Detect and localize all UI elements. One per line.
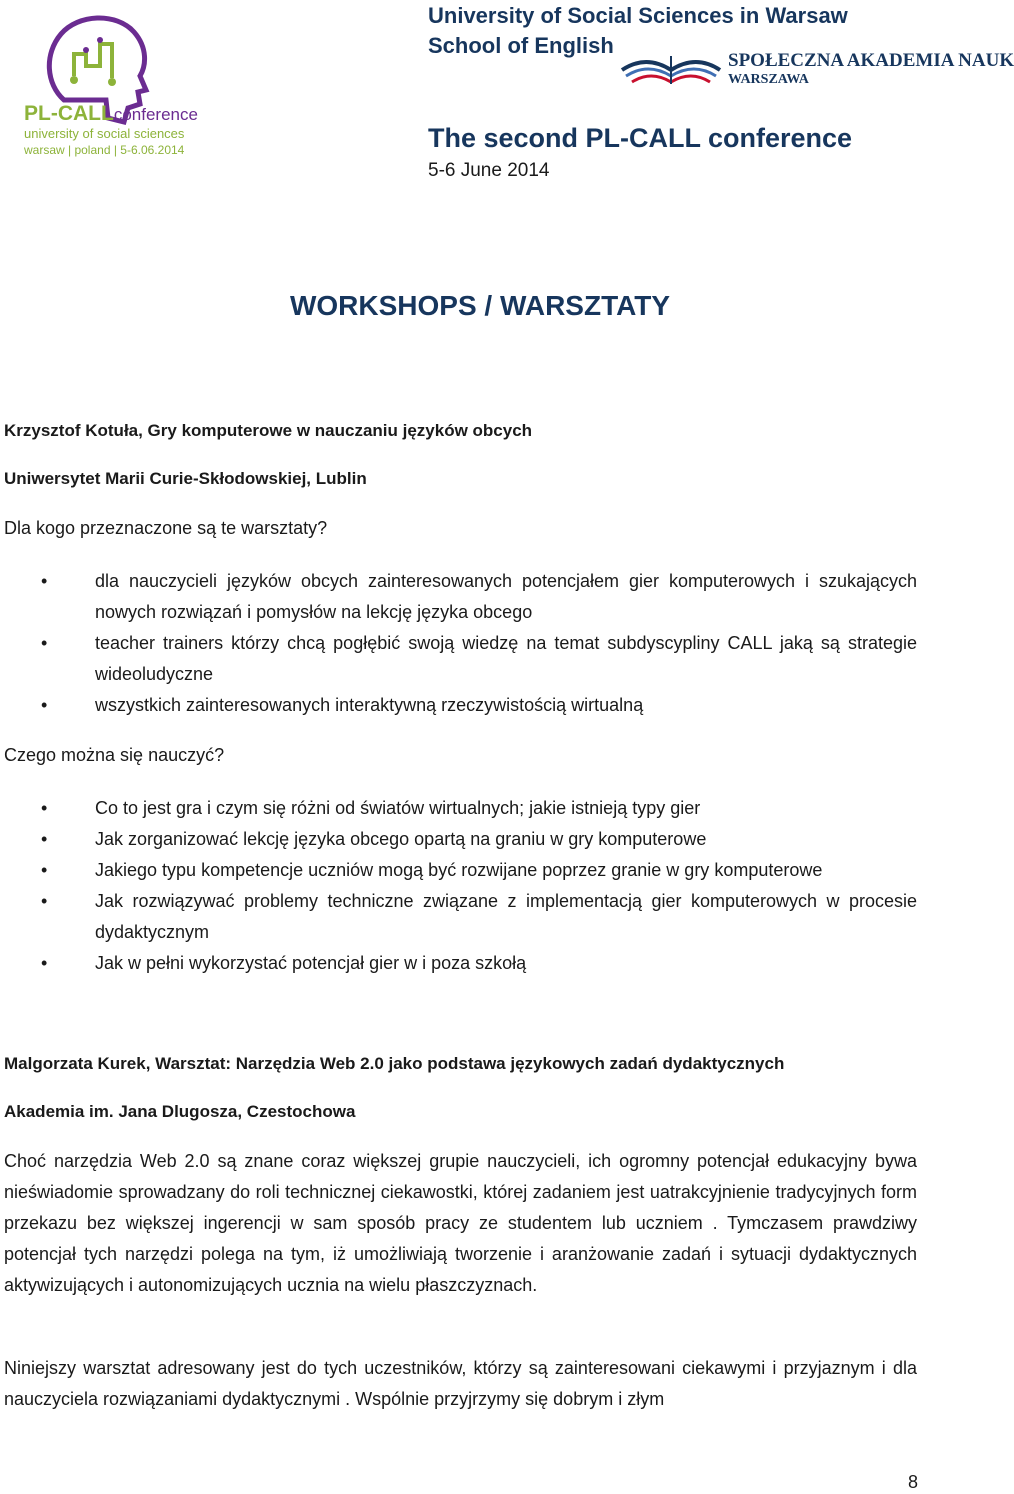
bullet: • (41, 829, 48, 849)
bullet: • (41, 798, 48, 818)
bullet: • (41, 860, 48, 880)
workshop2-affiliation: Akademia im. Jana Dlugosza, Czestochowa (4, 1102, 356, 1121)
workshop1-affiliation: Uniwersytet Marii Curie-Skłodowskiej, Lublin (4, 469, 367, 488)
logo-brand: PL-CALL (24, 102, 114, 125)
institution-line1: University of Social Sciences in Warsaw (428, 3, 848, 28)
list-item: • Jakiego typu kompetencje uczniów mogą być rozwijane poprzez granie w gry komputerowe (0, 855, 917, 886)
logo-line3: warsaw | poland | 5-6.06.2014 (24, 143, 185, 157)
bullet: • (41, 633, 48, 653)
book-icon (618, 48, 724, 88)
bullet: • (41, 571, 48, 591)
san-logo (618, 48, 1014, 92)
learn-heading: Czego można się nauczyć? (4, 745, 225, 765)
page-number: 8 (907, 1472, 918, 1492)
workshop2-paragraph1: Choć narzędzia Web 2.0 są znane coraz większej grupie nauczycieli, ich ogromny potencjał edukacyjny bywa nieświadomie sprowadzany do roli technicznej ciekawostki, której zadaniem jest uatrakcyjnienie tradycyjnych form przekazu bez większej ingerencji w sam sposób pracy ze studentem lub uczniem . Tymczasem prawdziwy potencjał tych narzędzi polega na tym, iż umożliwiają tworzenie i aranżowanie zadań i sytuacji dydaktycznych aktywizujących i autonomizujących ucznia na wielu płaszczyznach. (4, 1151, 917, 1295)
institution-line2: School of English (428, 33, 614, 58)
list-item: • Co to jest gra i czym się różni od światów wirtualnych; jakie istnieją typy gier (0, 793, 917, 824)
san-logo-name: SPOŁECZNA AKADEMIA NAUK (728, 50, 1014, 71)
logo-line2: university of social sciences (24, 126, 185, 141)
san-logo-city: WARSZAWA (728, 72, 809, 87)
list-item: • teacher trainers którzy chcą pogłębić swoją wiedzę na temat subdyscypliny CALL jaką są strategie wideoludyczne (0, 628, 917, 690)
conference-dates: 5-6 June 2014 (428, 160, 550, 181)
pl-call-logo (16, 4, 226, 164)
workshop2-title: Malgorzata Kurek, Warsztat: Narzędzia Web 2.0 jako podstawa językowych zadań dydaktycznych (4, 1054, 785, 1073)
workshop2-paragraph2: Niniejszy warsztat adresowany jest do tych uczestników, którzy są zainteresowani ciekawymi i przyjaznym i dla nauczyciela rozwiązaniami dydaktycznymi . Wspólnie przyjrzymy się dobrym i złym (4, 1358, 917, 1409)
list-item: • dla nauczycieli języków obcych zainteresowanych potencjałem gier komputerowych i szukających nowych rozwiązań i pomysłów na lekcję języka obcego (0, 566, 917, 628)
list-item: • Jak rozwiązywać problemy techniczne związane z implementacją gier komputerowych w procesie dydaktycznym (0, 886, 917, 948)
logo-suffix: conference (113, 105, 198, 124)
learn-list (0, 793, 960, 979)
list-item: • Jak zorganizować lekcję języka obcego opartą na graniu w gry komputerowe (0, 824, 917, 855)
workshop1-title: Krzysztof Kotuła, Gry komputerowe w nauczaniu języków obcych (4, 421, 533, 440)
bullet: • (41, 695, 48, 715)
conference-title: The second PL-CALL conference (428, 123, 853, 153)
list-item: • wszystkich zainteresowanych interaktywną rzeczywistością wirtualną (0, 690, 917, 721)
bullet: • (41, 953, 48, 973)
for-whom-heading: Dla kogo przeznaczone są te warsztaty? (4, 518, 328, 538)
for-whom-list (0, 566, 960, 721)
bullet: • (41, 891, 48, 911)
page-title: WORKSHOPS / WARSZTATY (289, 290, 671, 321)
list-item: • Jak w pełni wykorzystać potencjał gier w i poza szkołą (0, 948, 917, 979)
